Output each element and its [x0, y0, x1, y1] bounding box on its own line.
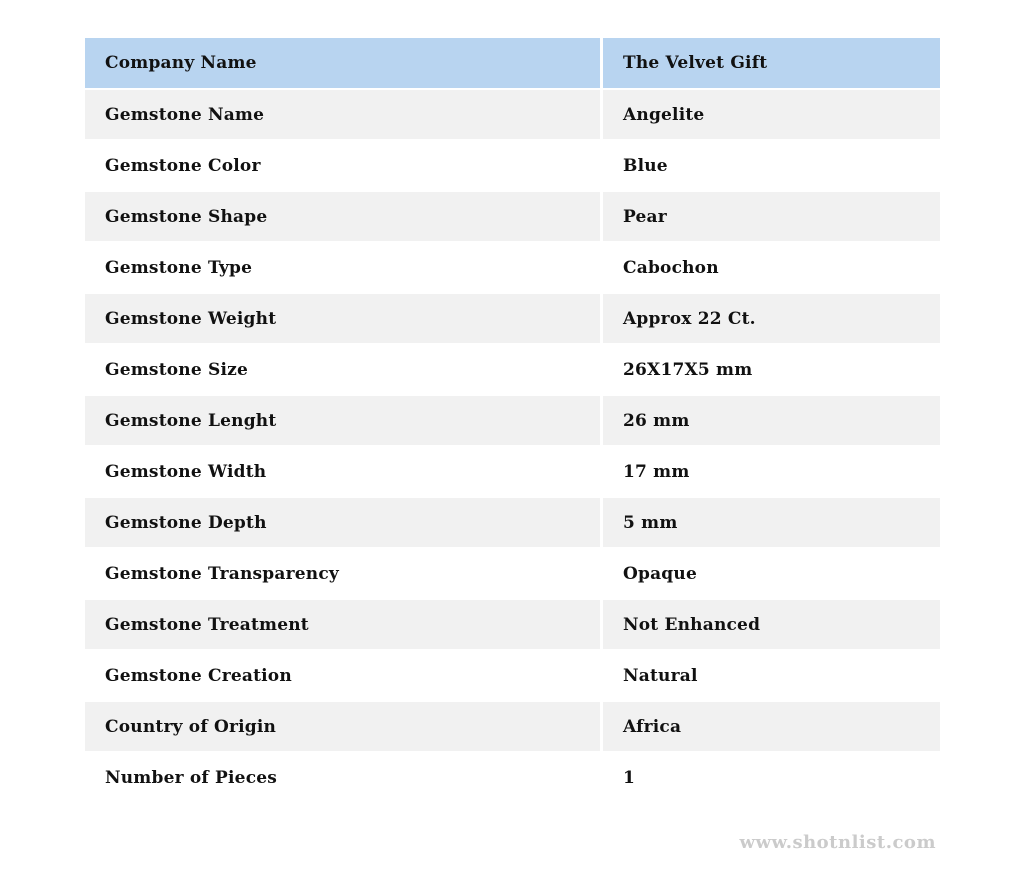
row-value-cell: 5 mm — [603, 498, 940, 547]
table-header-row — [85, 38, 940, 88]
row-value-cell: Angelite — [603, 90, 940, 139]
table-row — [85, 243, 940, 292]
row-label-cell: Gemstone Depth — [85, 498, 600, 547]
row-value-cell: Not Enhanced — [603, 600, 940, 649]
row-label-cell: Gemstone Transparency — [85, 549, 600, 598]
row-value-cell: 1 — [603, 753, 940, 802]
row-label-cell: Gemstone Color — [85, 141, 600, 190]
table-row — [85, 549, 940, 598]
row-value-cell: Cabochon — [603, 243, 940, 292]
table-row — [85, 651, 940, 700]
table-row — [85, 141, 940, 190]
row-value-cell: 26 mm — [603, 396, 940, 445]
row-label-cell: Gemstone Lenght — [85, 396, 600, 445]
row-value-cell: Approx 22 Ct. — [603, 294, 940, 343]
row-label-cell: Gemstone Creation — [85, 651, 600, 700]
row-label-cell: Gemstone Weight — [85, 294, 600, 343]
table-row — [85, 345, 940, 394]
table-row — [85, 90, 940, 139]
spec-table-body — [85, 90, 940, 802]
row-value-cell: Africa — [603, 702, 940, 751]
table-row — [85, 447, 940, 496]
table-row — [85, 498, 940, 547]
table-row — [85, 192, 940, 241]
row-label-cell: Number of Pieces — [85, 753, 600, 802]
table-row — [85, 294, 940, 343]
row-value-cell: 26X17X5 mm — [603, 345, 940, 394]
row-value-cell: Blue — [603, 141, 940, 190]
row-label-cell: Gemstone Shape — [85, 192, 600, 241]
watermark: www.shotnlist.com — [739, 832, 936, 853]
row-label-cell: Gemstone Size — [85, 345, 600, 394]
table-row — [85, 702, 940, 751]
header-value-cell: The Velvet Gift — [603, 38, 940, 88]
spec-table — [85, 38, 940, 804]
table-row — [85, 396, 940, 445]
row-label-cell: Gemstone Width — [85, 447, 600, 496]
row-label-cell: Gemstone Treatment — [85, 600, 600, 649]
row-value-cell: Pear — [603, 192, 940, 241]
row-label-cell: Country of Origin — [85, 702, 600, 751]
row-value-cell: 17 mm — [603, 447, 940, 496]
header-label-cell: Company Name — [85, 38, 600, 88]
row-value-cell: Natural — [603, 651, 940, 700]
row-label-cell: Gemstone Name — [85, 90, 600, 139]
row-label-cell: Gemstone Type — [85, 243, 600, 292]
row-value-cell: Opaque — [603, 549, 940, 598]
table-row — [85, 600, 940, 649]
table-row — [85, 753, 940, 802]
